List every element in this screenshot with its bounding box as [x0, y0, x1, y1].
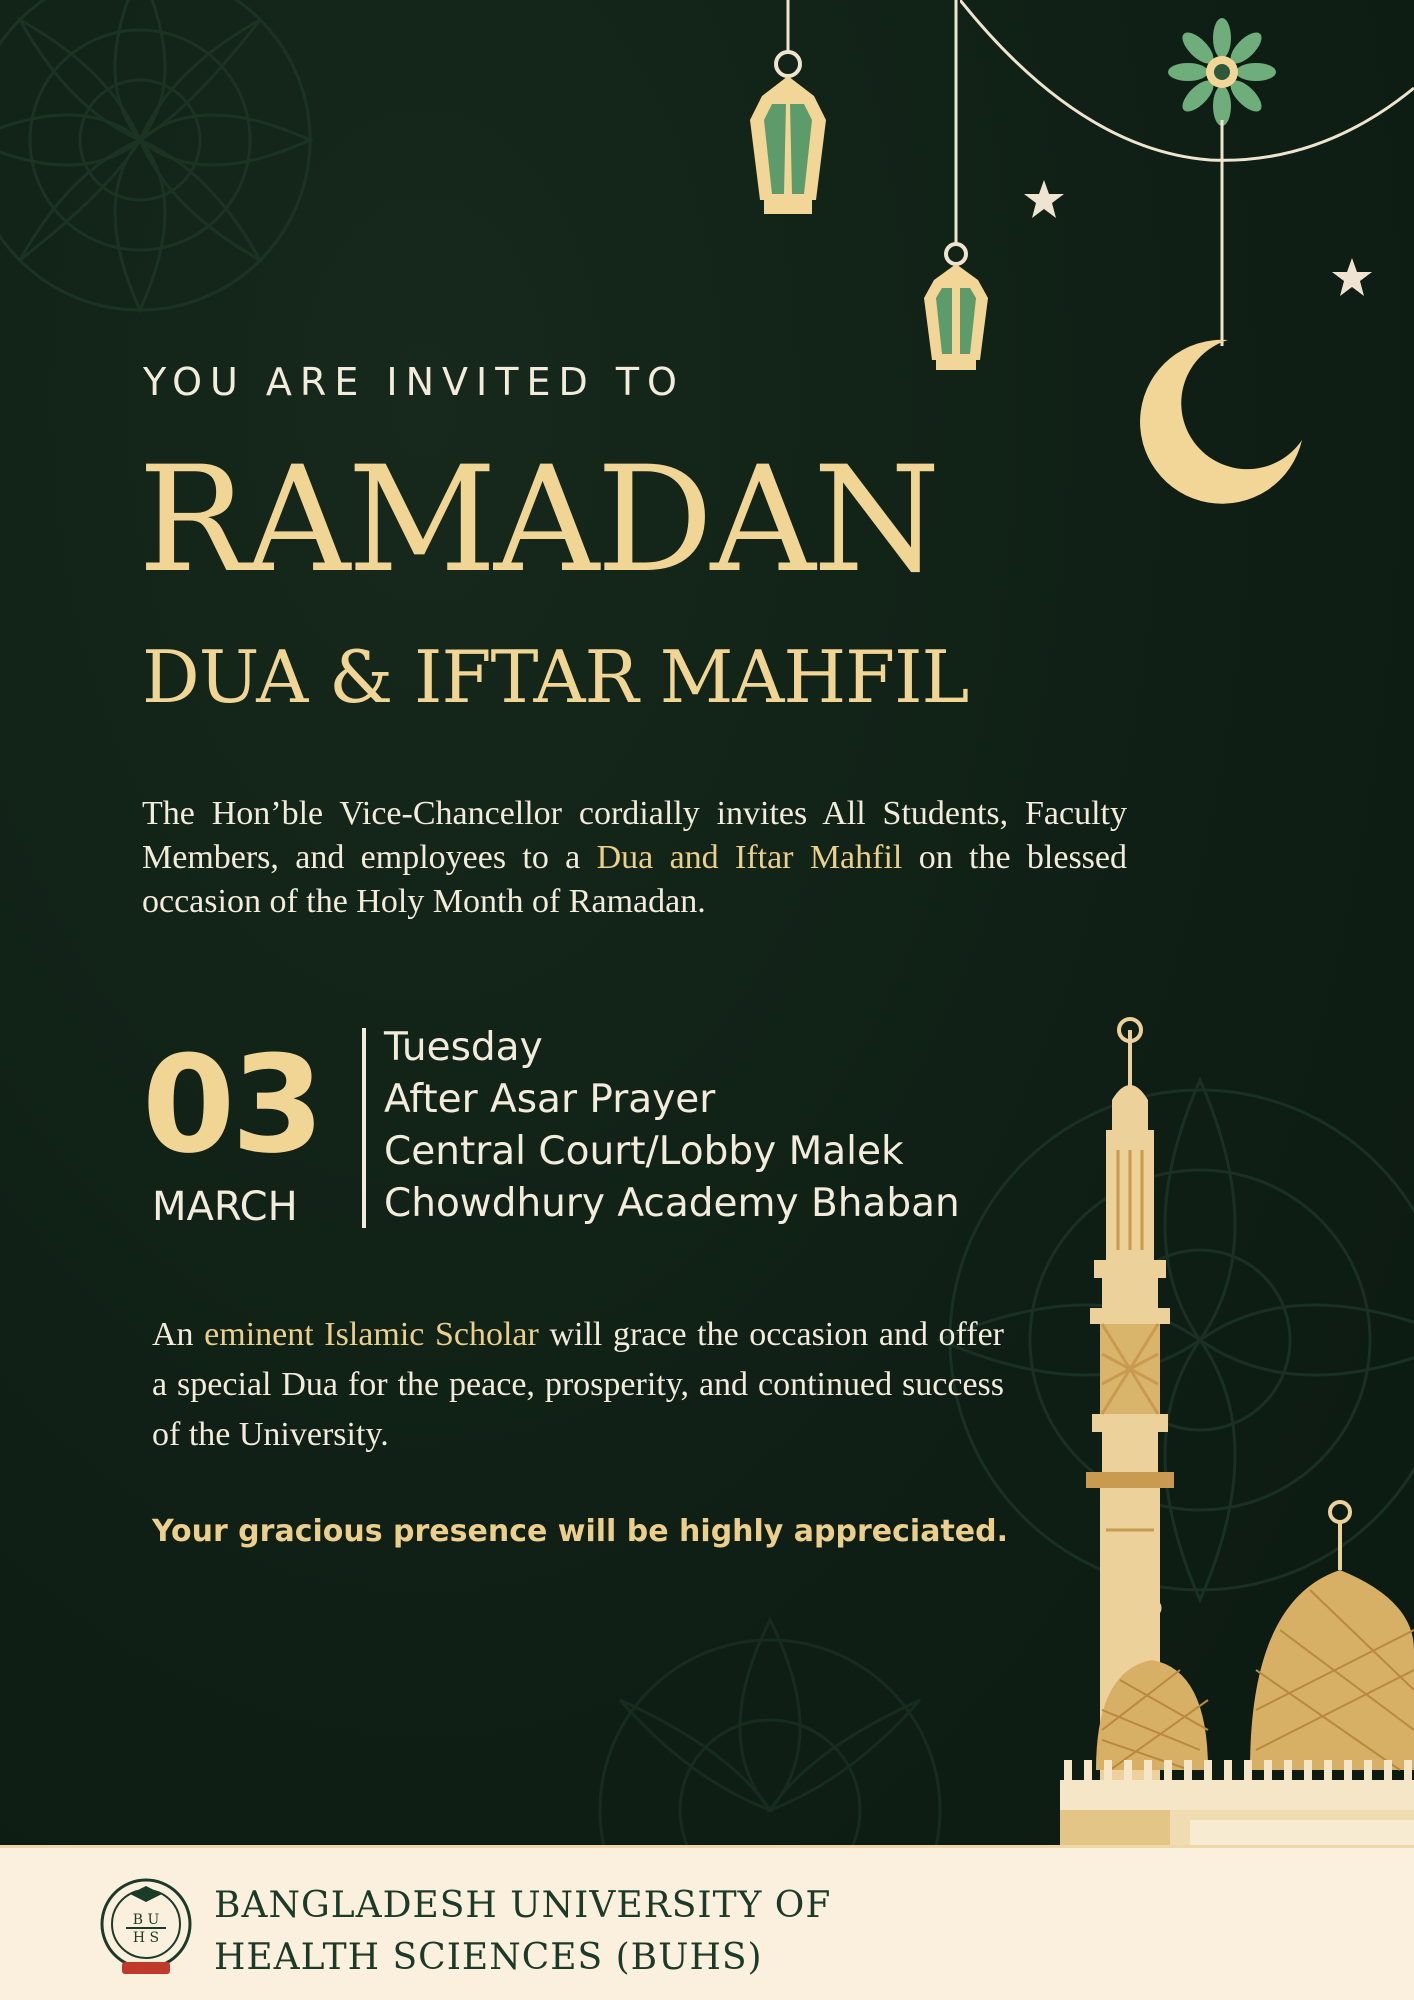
lantern-icon	[912, 0, 992, 380]
event-subtitle: DUA & IFTAR MAHFIL	[142, 635, 969, 719]
intro-text: The Hon’ble Vice-Chancellor cordially invites All Students, Faculty Members, and employees to a	[142, 795, 1127, 876]
scholar-highlight: eminent Islamic Scholar	[204, 1316, 539, 1353]
event-detail-venue-cont: Chowdhury Academy Bhaban	[384, 1181, 960, 1226]
svg-text:H S: H S	[132, 1930, 160, 1946]
presence-note: Your gracious presence will be highly appreciated.	[152, 1514, 1009, 1549]
event-detail-weekday: Tuesday	[384, 1025, 543, 1070]
mandala-ornament-top-left	[0, 0, 380, 380]
event-title: RAMADAN	[138, 435, 938, 605]
event-date-month: MARCH	[152, 1184, 298, 1230]
scholar-text: An	[152, 1316, 205, 1353]
intro-highlight: Dua and Iftar Mahfil	[596, 839, 903, 876]
star-icon	[1022, 178, 1066, 222]
mandala-ornament-bottom-left	[560, 1560, 980, 1860]
scholar-text-end: will grace the occasion and offer a special Dua for the peace, prosperity, and continued success of the University.	[152, 1316, 1004, 1453]
scholar-paragraph	[152, 1310, 1004, 1460]
invitation-eyebrow: YOU ARE INVITED TO	[143, 360, 685, 404]
event-details	[384, 1022, 1024, 1230]
event-date-day: 03	[142, 1027, 321, 1183]
university-seal-logo	[96, 1872, 196, 1982]
date-divider	[362, 1028, 366, 1228]
star-icon	[1330, 256, 1374, 300]
lantern-icon	[740, 0, 840, 230]
event-detail-venue: Central Court/Lobby Malek	[384, 1129, 904, 1174]
university-name	[214, 1880, 914, 1984]
university-name-line1: BANGLADESH UNIVERSITY OF	[214, 1885, 832, 1926]
intro-text-end: on the blessed occasion of the Holy Month of Ramadan.	[142, 839, 1127, 920]
crescent-moon-icon	[1130, 120, 1320, 510]
intro-paragraph	[142, 792, 1127, 924]
flower-ornament-icon	[1164, 14, 1280, 130]
svg-text:B U: B U	[132, 1912, 160, 1928]
event-detail-time: After Asar Prayer	[384, 1077, 716, 1122]
university-name-line2: HEALTH SCIENCES (BUHS)	[214, 1937, 763, 1978]
